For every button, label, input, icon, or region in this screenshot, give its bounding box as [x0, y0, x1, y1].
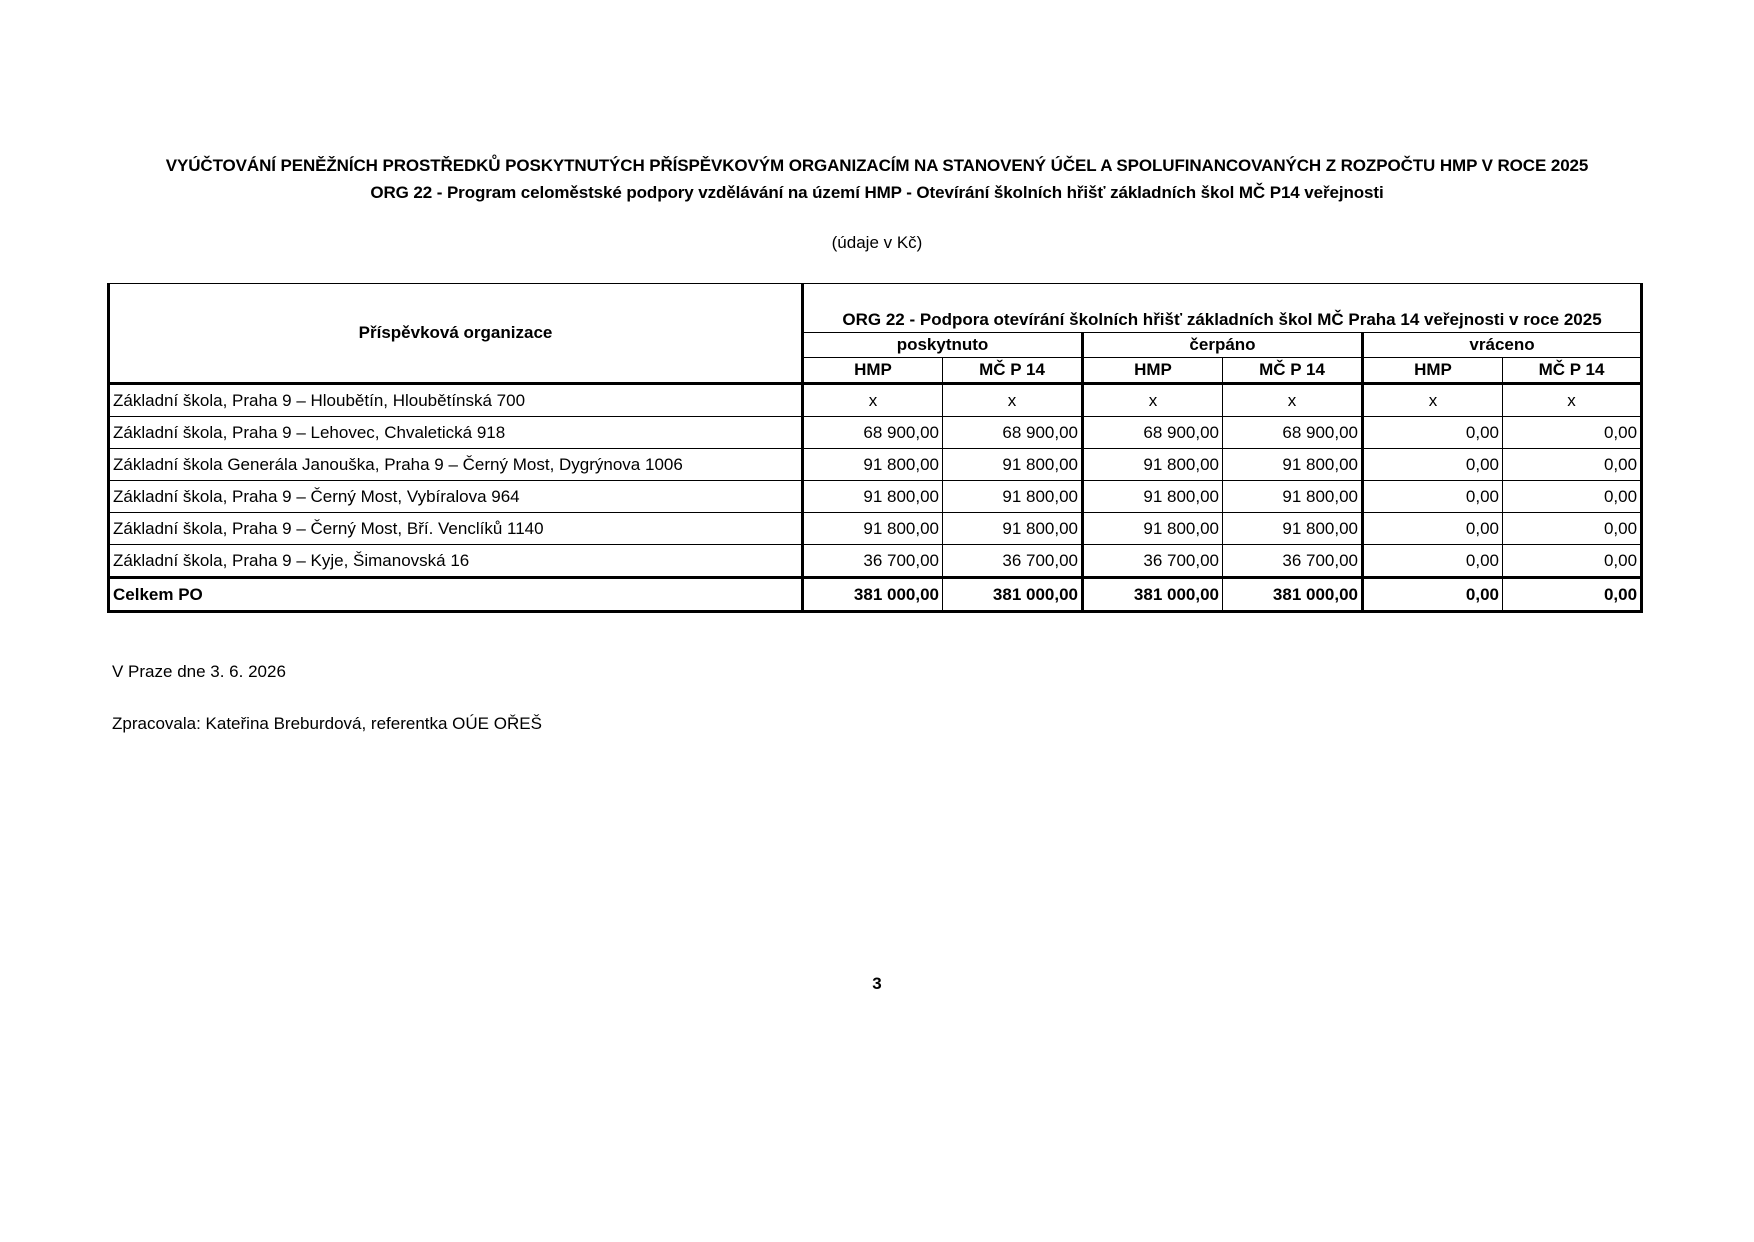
value-cell: 68 900,00: [1083, 417, 1223, 449]
date-line: V Praze dne 3. 6. 2026: [112, 662, 286, 681]
subgroup-poskytnuto: poskytnuto: [803, 333, 1083, 358]
value-cell: 0,00: [1363, 449, 1503, 481]
org-name: Základní škola, Praha 9 – Lehovec, Chvaletická 918: [109, 417, 803, 449]
table-row: [109, 545, 1642, 578]
value-cell: x: [1503, 384, 1642, 417]
value-cell: 91 800,00: [1083, 449, 1223, 481]
units-note: (údaje v Kč): [831, 233, 923, 252]
value-cell: 91 800,00: [803, 449, 943, 481]
value-cell: 36 700,00: [1083, 545, 1223, 578]
value-cell: 68 900,00: [1223, 417, 1363, 449]
value-cell: 91 800,00: [1083, 513, 1223, 545]
value-cell: 0,00: [1503, 481, 1642, 513]
subgroup-vraceno: vráceno: [1363, 333, 1642, 358]
header-row-group: [109, 284, 1642, 333]
subgroup-cerpano: čerpáno: [1083, 333, 1363, 358]
total-cell: 381 000,00: [803, 578, 943, 612]
value-cell: 91 800,00: [943, 481, 1083, 513]
org-name: Základní škola, Praha 9 – Kyje, Šimanovská 16: [109, 545, 803, 578]
table-row: [109, 481, 1642, 513]
value-cell: x: [803, 384, 943, 417]
total-cell: 0,00: [1363, 578, 1503, 612]
total-row: [109, 578, 1642, 612]
value-cell: 0,00: [1503, 545, 1642, 578]
org-name: Základní škola Generála Janouška, Praha 9 – Černý Most, Dygrýnova 1006: [109, 449, 803, 481]
total-cell: 0,00: [1503, 578, 1642, 612]
value-cell: x: [1363, 384, 1503, 417]
value-cell: 36 700,00: [943, 545, 1083, 578]
report-title: VYÚČTOVÁNÍ PENĚŽNÍCH PROSTŘEDKŮ POSKYTNUTÝCH PŘÍSPĚVKOVÝM ORGANIZACÍM NA STANOVENÝ ÚČEL A SPOLUFINANCOVANÝCH Z ROZPOČTU HMP V ROCE 2025: [165, 156, 1589, 175]
table-row: [109, 417, 1642, 449]
subcol-hmp: HMP: [1083, 358, 1223, 384]
value-cell: 0,00: [1363, 417, 1503, 449]
value-cell: 91 800,00: [1223, 481, 1363, 513]
subcol-mc: MČ P 14: [943, 358, 1083, 384]
subcol-hmp: HMP: [803, 358, 943, 384]
table-row: [109, 384, 1642, 417]
value-cell: 91 800,00: [1223, 513, 1363, 545]
value-cell: 0,00: [1363, 513, 1503, 545]
value-cell: 91 800,00: [1083, 481, 1223, 513]
value-cell: 91 800,00: [1223, 449, 1363, 481]
subcol-hmp: HMP: [1363, 358, 1503, 384]
value-cell: 91 800,00: [803, 513, 943, 545]
settlement-table: [107, 283, 1643, 613]
org-name: Základní škola, Praha 9 – Černý Most, Bří. Venclíků 1140: [109, 513, 803, 545]
col-org-header: Příspěvková organizace: [109, 284, 803, 384]
value-cell: 91 800,00: [943, 513, 1083, 545]
total-cell: 381 000,00: [1223, 578, 1363, 612]
value-cell: 68 900,00: [943, 417, 1083, 449]
group-header: ORG 22 - Podpora otevírání školních hřišť základních škol MČ Praha 14 veřejnosti v roce 2025: [803, 284, 1642, 333]
value-cell: 0,00: [1503, 417, 1642, 449]
total-cell: 381 000,00: [1083, 578, 1223, 612]
table-row: [109, 449, 1642, 481]
org-name: Základní škola, Praha 9 – Hloubětín, Hloubětínská 700: [109, 384, 803, 417]
page-number: 3: [872, 974, 882, 993]
total-cell: 381 000,00: [943, 578, 1083, 612]
subcol-mc: MČ P 14: [1223, 358, 1363, 384]
table-body: [109, 384, 1642, 578]
report-subtitle: ORG 22 - Program celoměstské podpory vzdělávání na území HMP - Otevírání školních hřišť základních škol MČ P14 veřejnosti: [370, 183, 1384, 202]
value-cell: x: [1083, 384, 1223, 417]
total-label: Celkem PO: [109, 578, 803, 612]
prepared-by: Zpracovala: Kateřina Breburdová, referentka OÚE OŘEŠ: [112, 714, 542, 733]
value-cell: 0,00: [1363, 481, 1503, 513]
value-cell: 0,00: [1363, 545, 1503, 578]
org-name: Základní škola, Praha 9 – Černý Most, Vybíralova 964: [109, 481, 803, 513]
value-cell: 68 900,00: [803, 417, 943, 449]
value-cell: 91 800,00: [803, 481, 943, 513]
value-cell: 91 800,00: [943, 449, 1083, 481]
value-cell: 0,00: [1503, 449, 1642, 481]
value-cell: 0,00: [1503, 513, 1642, 545]
subcol-mc: MČ P 14: [1503, 358, 1642, 384]
value-cell: 36 700,00: [803, 545, 943, 578]
value-cell: x: [1223, 384, 1363, 417]
table-row: [109, 513, 1642, 545]
value-cell: 36 700,00: [1223, 545, 1363, 578]
value-cell: x: [943, 384, 1083, 417]
